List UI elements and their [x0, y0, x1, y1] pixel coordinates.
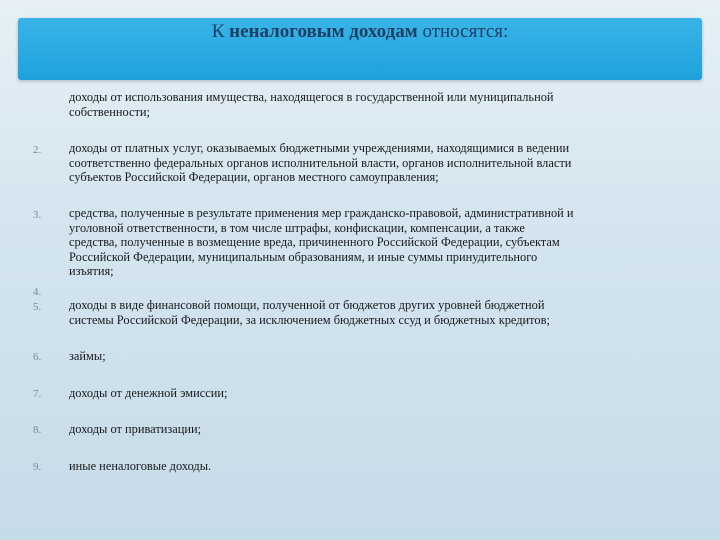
list-item-number: 8.: [33, 424, 42, 436]
list-item-line: Российской Федерации, муниципальным образованиям, и иные суммы принудительного: [69, 249, 538, 264]
list-item-text: [69, 90, 689, 119]
list-item-number: 3.: [33, 209, 42, 221]
list-item-number: 2.: [33, 144, 42, 156]
list-item-line: уголовной ответственности, в том числе штрафы, конфискации, компенсации, а также: [69, 220, 525, 235]
list-item-text: [69, 206, 689, 279]
list-item-line: доходы в виде финансовой помощи, полученной от бюджетов других уровней бюджетной: [69, 298, 545, 312]
list-item-line: средства, полученные в результате применения мер гражданско-правовой, административной и: [69, 206, 574, 220]
list-item-line: займы;: [69, 349, 106, 363]
list-item-line: доходы от использования имущества, находящегося в государственной или муниципальной: [69, 90, 554, 104]
list-item-number: 9.: [33, 461, 42, 473]
list-item-line: изъятия;: [69, 264, 114, 279]
slide-title: [0, 20, 720, 44]
list-item-line: доходы от приватизации;: [69, 422, 202, 436]
list-item-number: 7.: [33, 388, 42, 400]
list-item-number: 5.: [33, 301, 42, 313]
list-item-line: соответственно федеральных органов исполнительной власти, органов исполнительной власти: [69, 155, 572, 170]
list-item-text: [69, 386, 689, 401]
list-item-line: системы Российской Федерации, за исключением бюджетных ссуд и бюджетных кредитов;: [69, 312, 550, 327]
list-item-number: 6.: [33, 351, 42, 363]
list-item-text: [69, 298, 689, 327]
title-prefix: К: [211, 21, 230, 42]
title-suffix: относятся:: [417, 21, 509, 42]
list-item-number: 4.: [33, 286, 42, 298]
list-item-text: [69, 459, 689, 474]
list-item-line: собственности;: [69, 104, 150, 119]
list-item-line: субъектов Российской Федерации, органов местного самоуправления;: [69, 170, 439, 185]
list-item-line: иные неналоговые доходы.: [69, 459, 212, 473]
list-item-line: средства, полученные в возмещение вреда, причиненного Российской Федерации, субъектам: [69, 235, 560, 250]
list-item-text: [69, 349, 689, 364]
list-item-text: [69, 422, 689, 437]
title-bold: неналоговым доходам: [229, 21, 418, 42]
list-item-line: доходы от денежной эмиссии;: [69, 386, 228, 400]
list-item-text: [69, 141, 689, 185]
list-item-line: доходы от платных услуг, оказываемых бюджетными учреждениями, находящимися в ведении: [69, 141, 570, 155]
